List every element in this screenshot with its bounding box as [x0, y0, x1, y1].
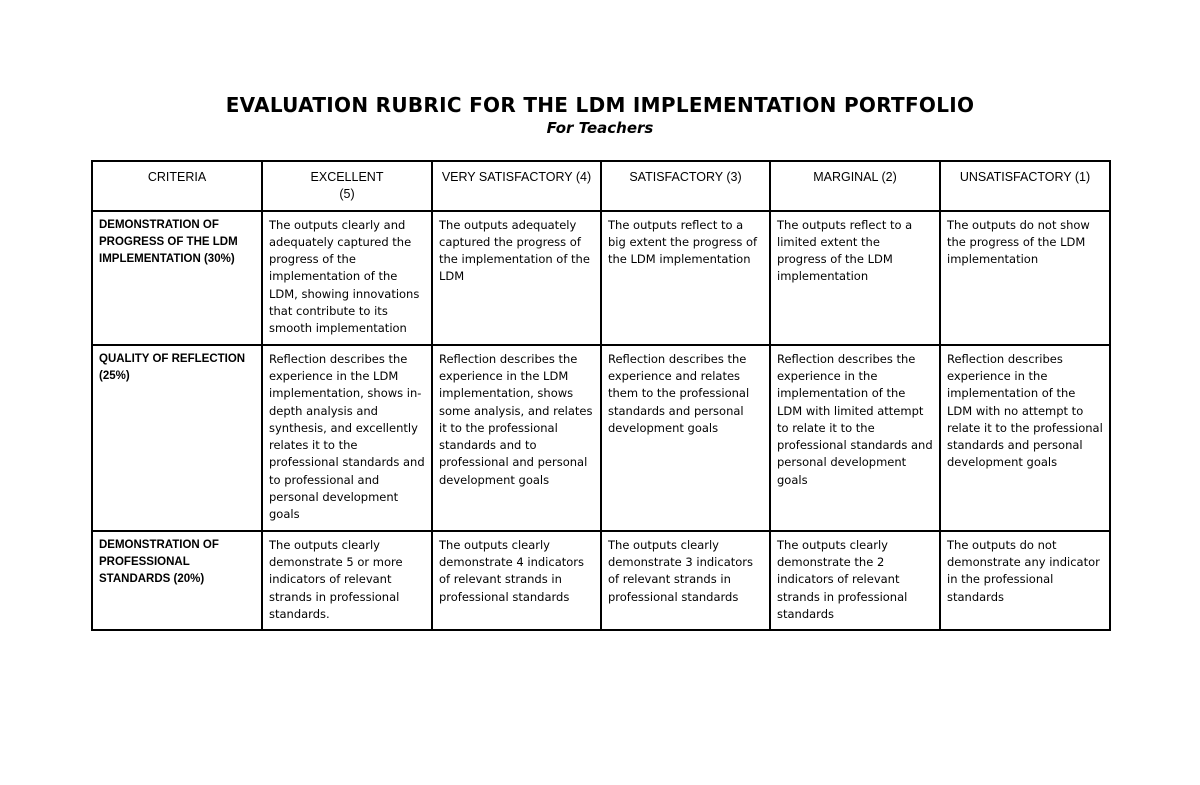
unsatisfactory-cell: Reflection describes experience in the implementation of the LDM with no attempt to relate it to the professional standards and personal development goals [940, 345, 1110, 531]
header-excellent-label: EXCELLENT [310, 170, 384, 184]
criterion-cell: QUALITY OF REFLECTION (25%) [92, 345, 262, 531]
very-satisfactory-cell: The outputs adequately captured the progress of the implementation of the LDM [432, 211, 601, 345]
header-criteria: CRITERIA [92, 161, 262, 211]
header-excellent [262, 161, 432, 211]
excellent-cell: The outputs clearly demonstrate 5 or more indicators of relevant strands in professional standards. [262, 531, 432, 630]
marginal-cell: Reflection describes the experience in the implementation of the LDM with limited attempt to relate it to the professional standards and personal development goals [770, 345, 940, 531]
excellent-cell: Reflection describes the experience in the LDM implementation, shows in-depth analysis and synthesis, and excellently relates it to the professional standards and to professional and personal development goals [262, 345, 432, 531]
rubric-table [91, 160, 1111, 631]
criterion-cell: DEMONSTRATION OF PROFESSIONAL STANDARDS (20%) [92, 531, 262, 630]
unsatisfactory-cell: The outputs do not demonstrate any indicator in the professional standards [940, 531, 1110, 630]
marginal-cell: The outputs clearly demonstrate the 2 indicators of relevant strands in professional standards [770, 531, 940, 630]
header-marginal: MARGINAL (2) [770, 161, 940, 211]
satisfactory-cell: The outputs clearly demonstrate 3 indicators of relevant strands in professional standards [601, 531, 770, 630]
document-subtitle: For Teachers [546, 119, 654, 137]
header-row [92, 161, 1110, 211]
marginal-cell: The outputs reflect to a limited extent the progress of the LDM implementation [770, 211, 940, 345]
very-satisfactory-cell: The outputs clearly demonstrate 4 indicators of relevant strands in professional standards [432, 531, 601, 630]
table-row [92, 211, 1110, 345]
satisfactory-cell: Reflection describes the experience and relates them to the professional standards and personal development goals [601, 345, 770, 531]
header-excellent-score: (5) [339, 187, 355, 202]
header-unsatisfactory: UNSATISFACTORY (1) [940, 161, 1110, 211]
table-row [92, 345, 1110, 531]
excellent-cell: The outputs clearly and adequately captured the progress of the implementation of the LDM, showing innovations that contribute to its smooth implementation [262, 211, 432, 345]
very-satisfactory-cell: Reflection describes the experience in the LDM implementation, shows some analysis, and relates it to the professional standards and to professional and personal development goals [432, 345, 601, 531]
document-title: EVALUATION RUBRIC FOR THE LDM IMPLEMENTATION PORTFOLIO [225, 93, 975, 117]
header-satisfactory: SATISFACTORY (3) [601, 161, 770, 211]
satisfactory-cell: The outputs reflect to a big extent the progress of the LDM implementation [601, 211, 770, 345]
header-very-satisfactory: VERY SATISFACTORY (4) [432, 161, 601, 211]
criterion-cell: DEMONSTRATION OF PROGRESS OF THE LDM IMPLEMENTATION (30%) [92, 211, 262, 345]
unsatisfactory-cell: The outputs do not show the progress of the LDM implementation [940, 211, 1110, 345]
table-row [92, 531, 1110, 630]
